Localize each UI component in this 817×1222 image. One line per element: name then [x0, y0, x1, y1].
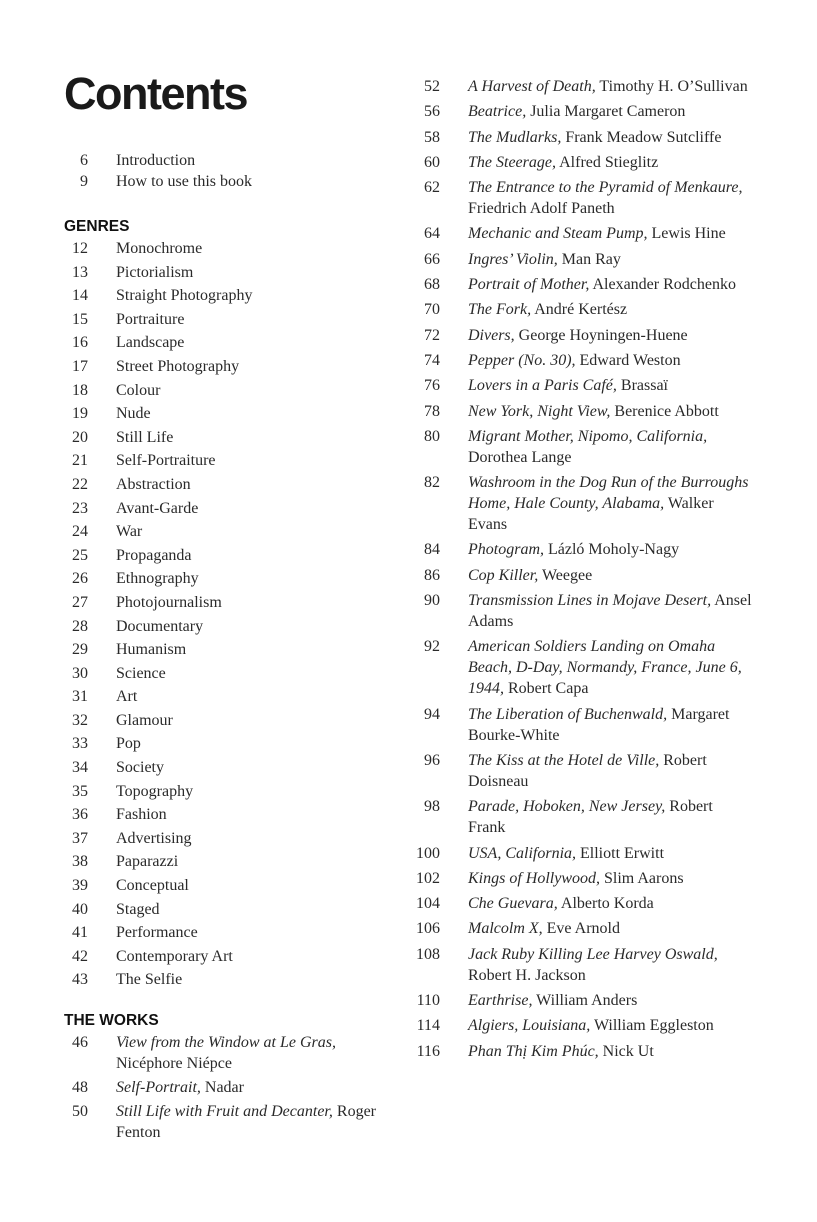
toc-entry[interactable]	[414, 704, 754, 746]
works-list-left	[64, 1032, 384, 1142]
page-number: 13	[72, 263, 88, 281]
entry-label: Conceptual	[116, 877, 189, 895]
work-title: New York, Night View,	[468, 402, 611, 420]
works-heading: THE WORKS	[64, 1012, 159, 1030]
page-number: 20	[72, 428, 88, 446]
entry-label	[468, 401, 719, 422]
toc-entry[interactable]	[64, 332, 384, 353]
entry-label	[468, 375, 668, 396]
toc-entry[interactable]	[64, 1032, 384, 1074]
entry-label: Humanism	[116, 641, 187, 659]
toc-entry[interactable]	[414, 636, 754, 699]
work-author: André Kertész	[534, 301, 628, 319]
page-number: 116	[416, 1042, 440, 1060]
entry-label: Abstraction	[116, 475, 191, 493]
work-author: Eve Arnold	[546, 920, 620, 938]
page-number: 82	[424, 474, 440, 492]
toc-entry[interactable]	[64, 616, 384, 637]
page-number: 42	[72, 947, 88, 965]
work-author: Brassaï	[620, 377, 668, 395]
work-author: Julia Margaret Cameron	[530, 103, 686, 121]
toc-entry[interactable]	[64, 828, 384, 849]
page-number: 98	[424, 798, 440, 816]
entry-label: Staged	[116, 900, 160, 918]
toc-entry[interactable]	[64, 309, 384, 330]
work-title: American Soldiers Landing on Omaha Beach, D-Day, Normandy, France, June 6, 1944,	[468, 638, 742, 698]
page-number: 106	[416, 920, 440, 938]
toc-entry[interactable]	[414, 350, 754, 371]
work-title: The Mudlarks,	[468, 128, 562, 146]
work-author: Alfred Stieglitz	[559, 153, 659, 171]
page-number: 32	[72, 711, 88, 729]
work-author: Roger Fenton	[116, 1102, 376, 1141]
entry-label: The Selfie	[116, 971, 183, 989]
toc-entry[interactable]	[414, 325, 754, 346]
entry-label	[468, 472, 754, 535]
work-author: Berenice Abbott	[614, 402, 719, 420]
page-number: 19	[72, 405, 88, 423]
work-author: Ansel Adams	[468, 592, 752, 631]
page-number: 108	[416, 945, 440, 963]
entry-label: Introduction	[116, 152, 196, 169]
toc-entry[interactable]	[64, 474, 384, 495]
toc-entry[interactable]	[64, 781, 384, 802]
work-title: Washroom in the Dog Run of the Burroughs Home, Hale County, Alabama,	[468, 474, 749, 513]
page-number: 36	[72, 806, 88, 824]
entry-label	[468, 918, 620, 939]
work-title: Cop Killer,	[468, 566, 539, 584]
toc-entry[interactable]	[64, 804, 384, 825]
page-number: 39	[72, 877, 88, 895]
entry-label	[468, 1041, 654, 1062]
page-number: 29	[72, 641, 88, 659]
toc-entry[interactable]	[64, 568, 384, 589]
toc-entry[interactable]	[414, 843, 754, 864]
toc-entry[interactable]	[64, 663, 384, 684]
work-author: Walker Evans	[468, 495, 714, 534]
page-number: 35	[72, 782, 88, 800]
page-title: Contents	[64, 68, 247, 119]
entry-label: Street Photography	[116, 357, 240, 375]
entry-label	[468, 843, 664, 864]
toc-entry[interactable]	[64, 427, 384, 448]
toc-entry[interactable]	[64, 757, 384, 778]
work-author: Robert Doisneau	[468, 751, 707, 790]
page-number: 102	[416, 869, 440, 887]
toc-entry[interactable]	[414, 590, 754, 632]
page-number: 56	[424, 103, 440, 121]
work-title: USA, California,	[468, 844, 577, 862]
entry-label: Photojournalism	[116, 593, 222, 611]
entry-label	[468, 750, 754, 792]
entry-label: Glamour	[116, 711, 173, 729]
toc-entry[interactable]	[414, 796, 754, 838]
toc-entry[interactable]	[414, 76, 754, 97]
page-number: 68	[424, 276, 440, 294]
page-number: 33	[72, 735, 88, 753]
work-author: Alexander Rodchenko	[592, 276, 736, 294]
entry-label: War	[116, 523, 143, 541]
toc-entry[interactable]	[64, 450, 384, 471]
toc-entry[interactable]	[64, 238, 384, 259]
work-title: Kings of Hollywood,	[468, 869, 601, 887]
work-title: Ingres’ Violin,	[468, 250, 558, 268]
work-title: Lovers in a Paris Café,	[468, 377, 617, 395]
work-author: Elliott Erwitt	[580, 844, 665, 862]
work-author: Lewis Hine	[651, 225, 726, 243]
page-number: 31	[72, 688, 88, 706]
entry-label	[468, 1015, 714, 1036]
work-author: Frank Meadow Sutcliffe	[565, 128, 722, 146]
entry-label	[468, 350, 681, 371]
entry-label	[116, 1032, 384, 1074]
page-number: 86	[424, 566, 440, 584]
page-number: 18	[72, 381, 88, 399]
entry-label: Nude	[116, 405, 151, 423]
entry-label	[468, 127, 721, 148]
work-author: Alberto Korda	[560, 895, 654, 913]
entry-label: Colour	[116, 381, 161, 399]
entry-label: How to use this book	[116, 173, 252, 190]
contents-left-column	[64, 150, 384, 1145]
toc-entry[interactable]	[414, 426, 754, 468]
toc-entry[interactable]	[64, 1101, 384, 1143]
work-author: Edward Weston	[579, 351, 681, 369]
page-number: 94	[424, 705, 440, 723]
page-number: 76	[424, 377, 440, 395]
toc-entry[interactable]	[414, 472, 754, 535]
entry-label: Science	[116, 664, 166, 682]
work-author: Weegee	[541, 566, 593, 584]
work-author: Robert H. Jackson	[468, 966, 586, 984]
page-number: 26	[72, 570, 88, 588]
work-title: The Entrance to the Pyramid of Menkaure,	[468, 179, 743, 197]
page-number: 30	[72, 664, 88, 682]
work-author: Robert Capa	[508, 680, 589, 698]
genres-list	[64, 238, 384, 990]
page-number: 84	[424, 541, 440, 559]
page-number: 34	[72, 759, 88, 777]
toc-entry[interactable]	[64, 498, 384, 519]
work-title: Transmission Lines in Mojave Desert,	[468, 592, 712, 610]
entry-label: Ethnography	[116, 570, 199, 588]
page-number: 62	[424, 179, 440, 197]
page-number: 90	[424, 592, 440, 610]
entry-label	[116, 1101, 384, 1143]
page-number: 52	[424, 78, 440, 95]
entry-label: Paparazzi	[116, 853, 179, 871]
entry-label: Straight Photography	[116, 287, 253, 305]
entry-label	[468, 325, 688, 346]
page-number: 9	[80, 173, 88, 190]
entry-label	[468, 249, 621, 270]
toc-entry[interactable]	[64, 686, 384, 707]
page-number: 41	[72, 924, 88, 942]
work-author: Slim Aarons	[604, 869, 684, 887]
entry-label: Contemporary Art	[116, 947, 233, 965]
work-title: Jack Ruby Killing Lee Harvey Oswald,	[468, 945, 718, 963]
page-number: 60	[424, 153, 440, 171]
page-number: 46	[72, 1034, 88, 1052]
page-number: 48	[72, 1079, 88, 1096]
toc-entry[interactable]	[64, 1077, 384, 1098]
work-title: Mechanic and Steam Pump,	[468, 225, 648, 243]
entry-label: Landscape	[116, 334, 185, 352]
toc-entry[interactable]	[64, 150, 384, 171]
page-number: 50	[72, 1102, 88, 1120]
work-title: View from the Window at Le Gras,	[116, 1034, 336, 1052]
entry-label: Fashion	[116, 806, 167, 824]
work-title: Divers,	[468, 326, 515, 344]
entry-label: Art	[116, 688, 138, 706]
entry-label	[468, 590, 754, 632]
entry-label	[468, 274, 736, 295]
toc-entry[interactable]	[414, 152, 754, 173]
work-author: George Hoyningen-Huene	[518, 326, 688, 344]
page-number: 25	[72, 546, 88, 564]
entry-label	[468, 944, 754, 986]
toc-entry[interactable]	[414, 918, 754, 939]
work-author: Nick Ut	[602, 1042, 654, 1060]
toc-entry[interactable]	[414, 750, 754, 792]
toc-entry[interactable]	[414, 177, 754, 219]
toc-entry[interactable]	[414, 401, 754, 422]
entry-label: Performance	[116, 924, 198, 942]
entry-label	[468, 152, 658, 173]
entry-label	[468, 539, 679, 560]
work-title: The Fork,	[468, 301, 532, 319]
entry-label: Society	[116, 759, 164, 777]
page-number: 37	[72, 829, 88, 847]
toc-entry[interactable]	[64, 356, 384, 377]
toc-entry[interactable]	[64, 592, 384, 613]
work-author: William Eggleston	[593, 1017, 714, 1035]
entry-label: Documentary	[116, 617, 204, 635]
page-number: 21	[72, 452, 88, 470]
toc-entry[interactable]	[64, 946, 384, 967]
page-number: 58	[424, 128, 440, 146]
page-number: 43	[72, 971, 88, 989]
entry-label: Self-Portraiture	[116, 452, 216, 470]
work-title: Che Guevara,	[468, 895, 558, 913]
work-title: The Kiss at the Hotel de Ville,	[468, 751, 660, 769]
genres-heading: GENRES	[64, 218, 130, 235]
page-number: 15	[72, 310, 88, 328]
entry-label	[468, 426, 754, 468]
toc-entry[interactable]	[414, 274, 754, 295]
page-number: 72	[424, 326, 440, 344]
entry-label: Still Life	[116, 428, 174, 446]
page-number: 80	[424, 427, 440, 445]
entry-label	[468, 893, 654, 914]
toc-entry[interactable]	[64, 545, 384, 566]
toc-entry[interactable]	[414, 127, 754, 148]
toc-entry[interactable]	[64, 171, 384, 192]
page-number: 24	[72, 523, 88, 541]
toc-entry[interactable]	[414, 868, 754, 889]
toc-entry[interactable]	[414, 1041, 754, 1062]
toc-entry[interactable]	[64, 521, 384, 542]
toc-entry[interactable]	[64, 969, 384, 990]
work-author: Nicéphore Niépce	[116, 1055, 232, 1073]
page-number: 38	[72, 853, 88, 871]
entry-label: Advertising	[116, 829, 192, 847]
toc-entry[interactable]	[64, 733, 384, 754]
page-number: 16	[72, 334, 88, 352]
work-title: Pepper (No. 30),	[468, 351, 576, 369]
page-number: 100	[416, 844, 440, 862]
work-title: Beatrice,	[468, 103, 527, 121]
page-number: 104	[416, 895, 440, 913]
entry-label: Propaganda	[116, 546, 192, 564]
toc-entry[interactable]	[414, 249, 754, 270]
toc-entry[interactable]	[64, 262, 384, 283]
page-number: 70	[424, 301, 440, 319]
toc-entry[interactable]	[64, 639, 384, 660]
entry-label: Pop	[116, 735, 141, 753]
entry-label	[468, 868, 684, 889]
work-title: Earthrise,	[468, 992, 533, 1010]
work-title: A Harvest of Death,	[468, 78, 596, 95]
page-number: 66	[424, 250, 440, 268]
toc-entry[interactable]	[64, 285, 384, 306]
toc-entry[interactable]	[64, 851, 384, 872]
toc-entry[interactable]	[414, 1015, 754, 1036]
entry-label	[468, 76, 748, 97]
work-author: Man Ray	[561, 250, 621, 268]
entry-label	[468, 565, 592, 586]
work-title: The Liberation of Buchenwald,	[468, 705, 668, 723]
entry-label	[468, 636, 754, 699]
work-title: Migrant Mother, Nipomo, California,	[468, 427, 708, 445]
page-number: 40	[72, 900, 88, 918]
toc-entry[interactable]	[64, 710, 384, 731]
page-number: 22	[72, 475, 88, 493]
entry-label	[468, 223, 726, 244]
work-title: Still Life with Fruit and Decanter,	[116, 1102, 333, 1120]
work-title: Self-Portrait,	[116, 1079, 201, 1096]
works-list-right	[414, 76, 754, 1062]
entry-label	[116, 1077, 244, 1098]
work-title: Malcolm X,	[468, 920, 543, 938]
toc-entry[interactable]	[414, 893, 754, 914]
entry-label: Topography	[116, 782, 194, 800]
page-number: 74	[424, 351, 440, 369]
work-author: Friedrich Adolf Paneth	[468, 200, 615, 218]
toc-entry[interactable]	[414, 101, 754, 122]
page-number: 27	[72, 593, 88, 611]
work-author: William Anders	[536, 992, 638, 1010]
work-author: Nadar	[204, 1079, 244, 1096]
page-number: 17	[72, 357, 88, 375]
toc-entry[interactable]	[64, 899, 384, 920]
work-title: Photogram,	[468, 541, 544, 559]
page-number: 64	[424, 225, 440, 243]
page-number: 96	[424, 751, 440, 769]
toc-entry[interactable]	[414, 299, 754, 320]
toc-entry[interactable]	[414, 375, 754, 396]
work-title: Phan Thị Kim Phúc,	[468, 1042, 599, 1060]
page-number: 14	[72, 287, 88, 305]
page-number: 92	[424, 638, 440, 656]
entry-label: Pictorialism	[116, 263, 194, 281]
toc-entry[interactable]	[414, 539, 754, 560]
entry-label	[468, 990, 637, 1011]
toc-entry[interactable]	[414, 223, 754, 244]
page-number: 114	[416, 1017, 440, 1035]
work-title: Algiers, Louisiana,	[468, 1017, 591, 1035]
entry-label: Monochrome	[116, 240, 203, 257]
toc-entry[interactable]	[414, 565, 754, 586]
work-title: The Steerage,	[468, 153, 556, 171]
work-title: Parade, Hoboken, New Jersey,	[468, 798, 666, 816]
work-author: Dorothea Lange	[468, 448, 572, 466]
entry-label: Avant-Garde	[116, 499, 199, 517]
entry-label	[468, 796, 754, 838]
work-author: Lázló Moholy-Nagy	[548, 541, 680, 559]
work-author: Margaret Bourke-White	[468, 705, 730, 744]
entry-label: Portraiture	[116, 310, 185, 328]
page-number: 78	[424, 402, 440, 420]
toc-entry[interactable]	[414, 990, 754, 1011]
page-number: 12	[72, 240, 88, 257]
contents-right-column	[414, 76, 754, 1066]
work-author: Robert Frank	[468, 798, 713, 837]
toc-entry[interactable]	[64, 875, 384, 896]
page-number: 28	[72, 617, 88, 635]
work-author: Timothy H. O’Sullivan	[599, 78, 748, 95]
toc-entry[interactable]	[414, 944, 754, 986]
toc-entry[interactable]	[64, 380, 384, 401]
work-title: Portrait of Mother,	[468, 276, 590, 294]
page-number: 23	[72, 499, 88, 517]
entry-label	[468, 101, 685, 122]
entry-label	[468, 299, 627, 320]
page-number: 6	[80, 152, 88, 169]
page-number: 110	[416, 992, 440, 1010]
intro-list	[64, 150, 384, 192]
toc-entry[interactable]	[64, 922, 384, 943]
entry-label	[468, 177, 754, 219]
entry-label	[468, 704, 754, 746]
toc-entry[interactable]	[64, 403, 384, 424]
